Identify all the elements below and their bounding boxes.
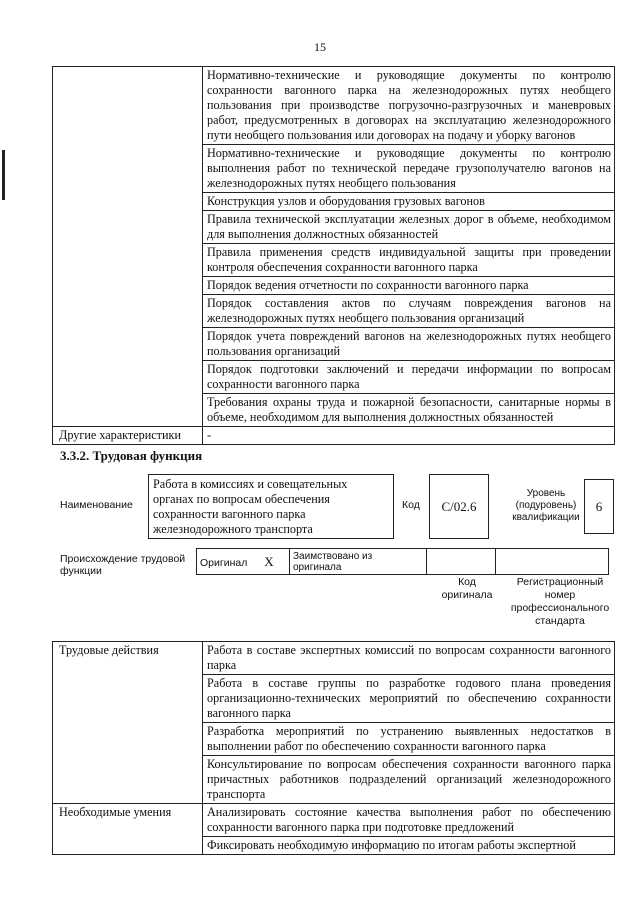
table-row	[53, 642, 615, 675]
table-cell: Нормативно-технические и руководящие документы по контролю сохранности вагонного парка на железнодорожных путях необщего пользования при производстве погрузочно-разгрузочных и маневровых работ, предусмотренных в договорах на эксплуатацию железнодорожного пути необщего пользования или договорах на подачу и уборку вагонов	[203, 67, 615, 145]
level-label: Уровень (подуровень) квалификации	[512, 488, 580, 523]
table-row	[53, 804, 615, 837]
level-box: 6	[584, 479, 614, 534]
original-label: Оригинал	[200, 556, 248, 569]
code-original-caption: Код оригинала	[441, 576, 493, 601]
reg-number-cell	[496, 549, 609, 575]
origin-code-cell	[427, 549, 496, 575]
other-characteristics-label: Другие характеристики	[53, 427, 203, 445]
original-mark: X	[264, 553, 274, 569]
table-cell: Фиксировать необходимую информацию по итогам работы экспертной	[203, 837, 615, 855]
reg-number-caption: Регистрационный номер профессионального стандарта	[510, 576, 610, 627]
table-cell: Порядок учета повреждений вагонов на железнодорожных путях необщего пользования организаций	[203, 328, 615, 361]
code-box: C/02.6	[429, 474, 489, 539]
code-label: Код	[402, 499, 420, 511]
section-title: 3.3.2. Трудовая функция	[60, 448, 203, 463]
table-cell: Порядок подготовки заключений и передачи информации по вопросам сохранности вагонного парка	[203, 361, 615, 394]
skills-label: Необходимые умения	[53, 804, 203, 855]
origin-table	[196, 548, 609, 575]
table-cell: Анализировать состояние качества выполнения работ по обеспечению сохранности вагонного парка при подготовке предложений	[203, 804, 615, 837]
table-cell: Разработка мероприятий по устранению выявленных недостатков в выполнении работ по обеспечению сохранности вагонного парка	[203, 723, 615, 756]
table-row	[53, 67, 615, 145]
actions-label: Трудовые действия	[53, 642, 203, 804]
borrowed-label: Заимствовано из оригинала	[293, 550, 373, 573]
knowledge-table	[52, 66, 615, 445]
actions-table	[52, 641, 615, 855]
origin-label: Происхождение трудовой функции	[60, 553, 186, 577]
table-cell: Порядок ведения отчетности по сохранности вагонного парка	[203, 277, 615, 295]
table-cell: Правила технической эксплуатации железных дорог в объеме, необходимом для выполнения должностных обязанностей	[203, 211, 615, 244]
table-cell: Конструкция узлов и оборудования грузовых вагонов	[203, 193, 615, 211]
other-characteristics-value: -	[203, 427, 615, 445]
table-cell: Работа в составе группы по разработке годового плана проведения организационно-технических мероприятий по обеспечению сохранности вагонного парка	[203, 675, 615, 723]
table-cell: Порядок составления актов по случаям повреждения вагонов на железнодорожных путях необщего пользования организаций	[203, 295, 615, 328]
function-name-box: Работа в комиссиях и совещательных органах по вопросам обеспечения сохранности вагонного парка железнодорожного транспорта	[148, 474, 394, 539]
borrowed-cell	[290, 549, 427, 575]
table-left-cell	[53, 67, 203, 427]
page-number: 15	[314, 40, 326, 54]
table-cell: Работа в составе экспертных комиссий по вопросам сохранности вагонного парка	[203, 642, 615, 675]
table-cell: Консультирование по вопросам обеспечения сохранности вагонного парка причастных работников подразделений организаций железнодорожного транспорта	[203, 756, 615, 804]
table-row	[53, 427, 615, 445]
original-cell	[197, 549, 290, 575]
table-cell: Правила применения средств индивидуальной защиты при проведении контроля обеспечения сохранности вагонного парка	[203, 244, 615, 277]
table-row	[197, 549, 609, 575]
name-label: Наименование	[60, 499, 133, 511]
table-cell: Требования охраны труда и пожарной безопасности, санитарные нормы в объеме, необходимом для выполнения должностных обязанностей	[203, 394, 615, 427]
scan-edge-mark	[2, 150, 11, 200]
table-cell: Нормативно-технические и руководящие документы по контролю выполнения работ по технической передаче грузополучателю вагонов на железнодорожных путях необщего пользования	[203, 145, 615, 193]
